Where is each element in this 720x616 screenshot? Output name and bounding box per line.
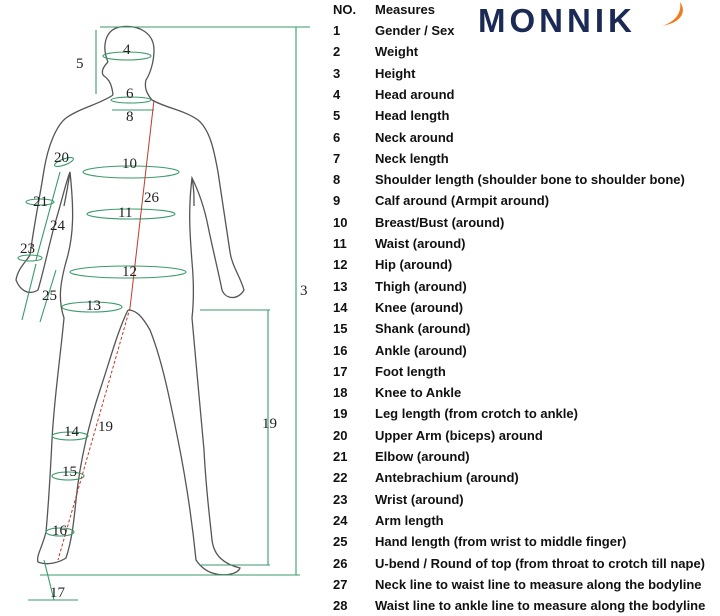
label-24: 24	[50, 218, 65, 234]
row-measure-label: Hand length (from wrist to middle finger)	[375, 534, 627, 550]
row-number: 22	[333, 470, 348, 486]
red-measure-line	[58, 100, 154, 560]
label-16: 16	[52, 523, 67, 539]
row-number: 16	[333, 342, 348, 358]
row-measure-label: Thigh (around)	[375, 278, 467, 294]
label-19-left: 19	[98, 419, 113, 435]
label-21: 21	[33, 194, 48, 210]
row-number: 13	[333, 278, 348, 294]
row-measure-label: U-bend / Round of top (from throat to crotch till nape)	[375, 555, 706, 571]
row-number: 20	[333, 427, 348, 443]
row-number: 25	[333, 534, 348, 550]
row-measure-label: Wrist (around)	[375, 491, 464, 507]
row-number: 12	[333, 257, 348, 273]
row-number: 17	[333, 363, 348, 379]
label-12: 12	[122, 264, 137, 280]
label-26: 26	[144, 190, 159, 206]
label-15: 15	[62, 464, 77, 480]
row-number: 3	[333, 65, 341, 81]
label-19-right: 19	[262, 416, 277, 432]
label-3: 3	[300, 283, 308, 299]
row-measure-label: Antebrachium (around)	[375, 470, 519, 486]
row-number: 2	[333, 44, 341, 60]
row-number: 14	[333, 299, 348, 315]
row-measure-label: Waist line to ankle line to measure along the bodyline	[375, 598, 706, 614]
row-measure-label: Ankle (around)	[375, 342, 467, 358]
row-number: 15	[333, 321, 348, 337]
row-measure-label: Neck line to waist line to measure along the bodyline	[375, 576, 702, 592]
row-number: 23	[333, 491, 348, 507]
label-25: 25	[42, 288, 57, 304]
label-13: 13	[86, 298, 101, 314]
measurement-lines	[18, 27, 310, 600]
header-no: NO.	[333, 2, 357, 17]
row-number: 6	[333, 129, 341, 145]
row-measure-label: Neck around	[375, 129, 454, 145]
row-measure-label: Foot length	[375, 363, 446, 379]
row-number: 19	[333, 406, 348, 422]
row-number: 5	[333, 108, 341, 124]
row-measure-label: Head length	[375, 108, 450, 124]
row-number: 24	[333, 512, 348, 528]
row-measure-label: Breast/Bust (around)	[375, 214, 505, 230]
label-11: 11	[118, 205, 133, 221]
row-measure-label: Gender / Sex	[375, 23, 455, 38]
row-measure-label: Elbow (around)	[375, 449, 470, 464]
row-measure-label: Neck length	[375, 150, 449, 166]
row-number: 8	[333, 172, 341, 188]
label-17: 17	[50, 585, 65, 601]
row-number: 7	[333, 150, 341, 166]
row-number: 10	[333, 214, 348, 230]
row-number: 4	[333, 86, 341, 102]
brand-logo: MONNIK	[478, 2, 636, 39]
row-number: 9	[333, 193, 341, 209]
label-23: 23	[20, 241, 35, 257]
row-number: 18	[333, 385, 348, 401]
label-14: 14	[64, 424, 79, 440]
row-measure-label: Hip (around)	[375, 257, 453, 273]
row-measure-label: Waist (around)	[375, 236, 466, 251]
logo-swoosh-icon	[658, 0, 688, 28]
label-4: 4	[123, 42, 131, 58]
row-number: 27	[333, 576, 348, 592]
row-number: 28	[333, 598, 348, 614]
row-measure-label: Height	[375, 65, 416, 81]
row-measure-label: Head around	[375, 86, 455, 102]
row-measure-label: Knee to Ankle	[375, 385, 462, 401]
row-number: 21	[333, 449, 348, 464]
row-measure-label: Shank (around)	[375, 321, 471, 337]
header-measures: Measures	[375, 2, 435, 17]
label-20: 20	[54, 150, 69, 166]
row-measure-label: Upper Arm (biceps) around	[375, 427, 543, 443]
label-8: 8	[126, 109, 134, 125]
row-measure-label: Weight	[375, 44, 419, 60]
body-measurement-diagram	[0, 0, 330, 616]
row-measure-label: Shoulder length (shoulder bone to shoulder bone)	[375, 172, 685, 188]
row-measure-label: Leg length (from crotch to ankle)	[375, 406, 578, 422]
row-number: 1	[333, 23, 341, 38]
row-measure-label: Arm length	[375, 512, 444, 528]
label-10: 10	[122, 156, 137, 172]
row-number: 11	[333, 236, 347, 251]
label-5: 5	[76, 56, 84, 72]
label-6: 6	[126, 86, 134, 102]
row-measure-label: Calf around (Armpit around)	[375, 193, 550, 209]
row-measure-label: Knee (around)	[375, 299, 464, 315]
row-number: 26	[333, 555, 348, 571]
